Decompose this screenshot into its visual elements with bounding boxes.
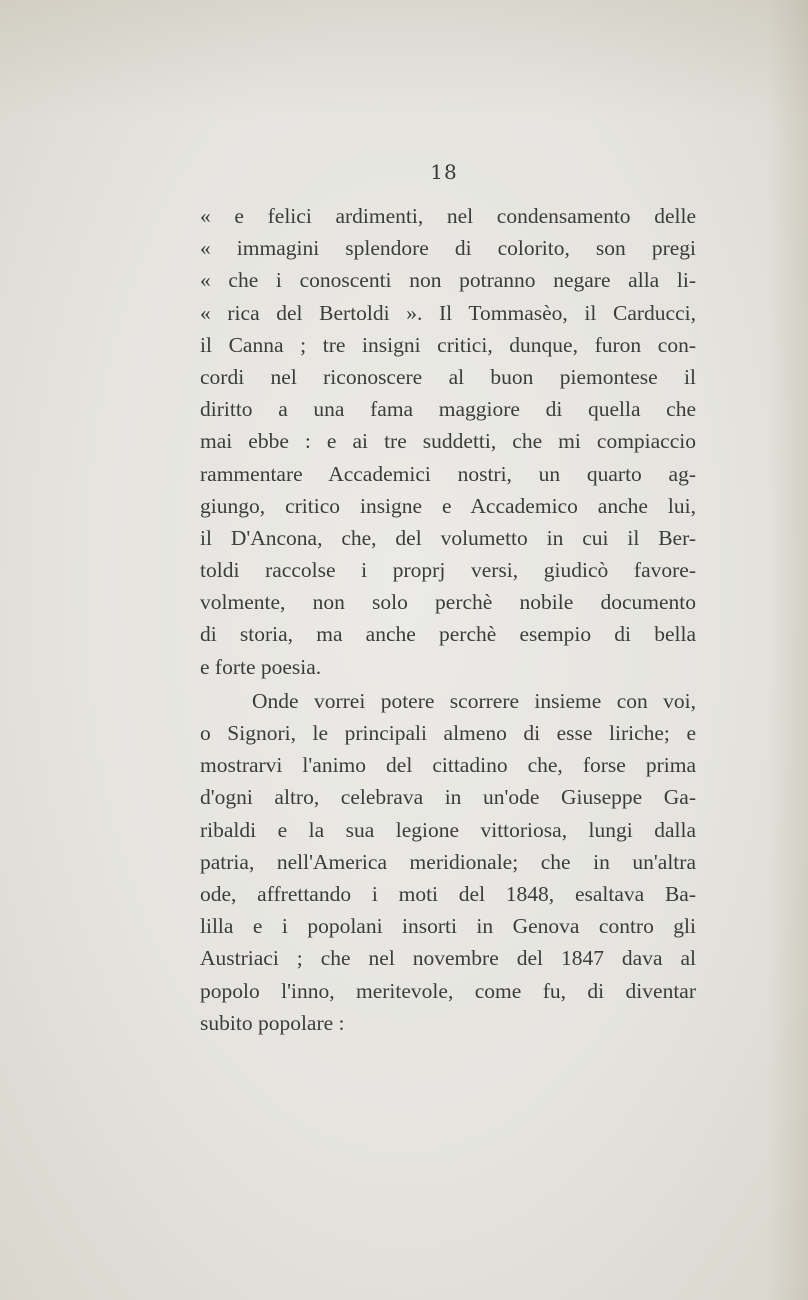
page-shadow-right — [768, 0, 808, 1300]
text-line: popolo l'inno, meritevole, come fu, di diventar — [200, 978, 696, 1003]
text-line: Onde vorrei potere scorrere insieme con voi, — [252, 688, 696, 713]
text-line: d'ogni altro, celebrava in un'ode Giuseppe Ga- — [200, 785, 696, 810]
text-line: patria, nell'America meridionale; che in un'altra — [200, 849, 696, 874]
text-line: volmente, non solo perchè nobile documento — [200, 590, 696, 615]
text-line: ode, affrettando i moti del 1848, esaltava Ba- — [200, 881, 696, 906]
paragraph-2 — [200, 685, 696, 1039]
text-line: subito popolare : — [200, 1010, 345, 1035]
text-line: il D'Ancona, che, del volumetto in cui il Ber- — [200, 525, 696, 550]
text-line: diritto a una fama maggiore di quella che — [200, 397, 696, 422]
text-line: di storia, ma anche perchè esempio di bella — [200, 622, 696, 647]
text-line: rammentare Accademici nostri, un quarto ag- — [200, 461, 696, 486]
text-line: Austriaci ; che nel novembre del 1847 dava al — [200, 946, 696, 971]
text-line: o Signori, le principali almeno di esse liriche; e — [200, 721, 696, 745]
text-line: « che i conoscenti non potranno negare alla li- — [200, 268, 696, 293]
text-line: e forte poesia. — [200, 654, 322, 679]
text-line: cordi nel riconoscere al buon piemontese il — [200, 364, 696, 389]
text-line: giungo, critico insigne e Accademico anche lui, — [200, 493, 696, 518]
text-line: « e felici ardimenti, nel condensamento delle — [200, 204, 696, 228]
text-line: toldi raccolse i proprj versi, giudicò favore- — [200, 558, 696, 583]
text-line: ribaldi e la sua legione vittoriosa, lungi dalla — [200, 817, 696, 842]
text-line: il Canna ; tre insigni critici, dunque, furon con- — [200, 332, 696, 357]
text-line: « immagini splendore di colorito, son pregi — [200, 236, 696, 261]
paragraph-1 — [200, 200, 696, 683]
text-line: « rica del Bertoldi ». Il Tommasèo, il Carducci, — [200, 300, 696, 325]
page-shadow-top — [0, 0, 808, 120]
text-line: mai ebbe : e ai tre suddetti, che mi compiaccio — [200, 429, 696, 454]
page-number: 18 — [430, 160, 458, 184]
text-line: lilla e i popolani insorti in Genova contro gli — [200, 914, 696, 939]
body-text — [200, 200, 696, 1039]
text-line: mostrarvi l'animo del cittadino che, forse prima — [200, 753, 696, 778]
